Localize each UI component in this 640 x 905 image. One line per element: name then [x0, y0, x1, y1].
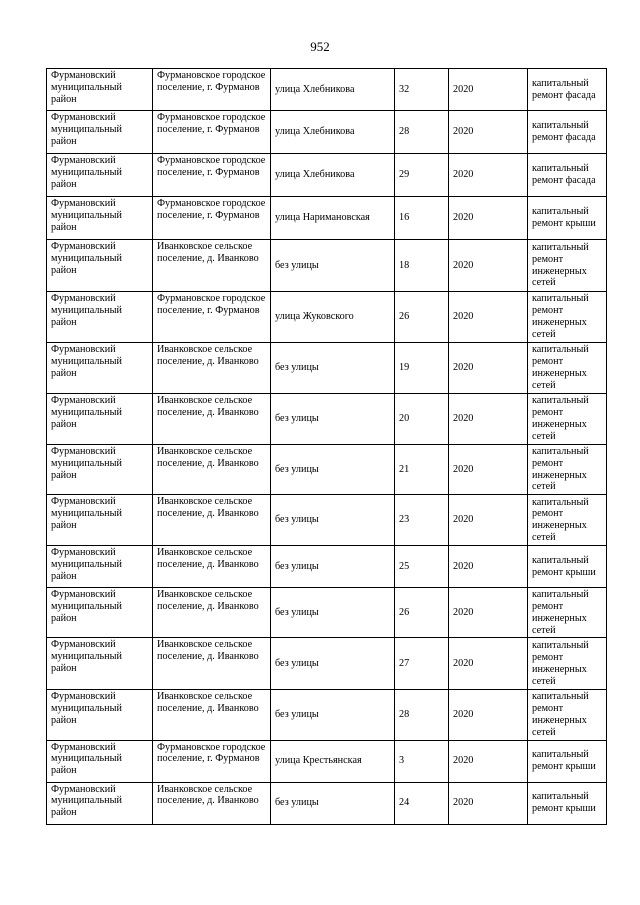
- house-number-cell: 24: [395, 782, 449, 824]
- street-cell: без улицы: [271, 445, 395, 495]
- table-row: [47, 495, 607, 546]
- year-cell: 2020: [449, 154, 528, 197]
- house-number-cell: 23: [395, 495, 449, 546]
- house-number-cell: 29: [395, 154, 449, 197]
- district-cell: Фурмановский муниципальный район: [47, 546, 153, 588]
- work-type-cell: капитальный ремонт крыши: [528, 197, 607, 240]
- street-cell: улица Жуковского: [271, 292, 395, 343]
- year-cell: 2020: [449, 782, 528, 824]
- year-cell: 2020: [449, 495, 528, 546]
- street-cell: без улицы: [271, 638, 395, 690]
- work-type-cell: капитальный ремонт инженерных сетей: [528, 445, 607, 495]
- work-type-cell: капитальный ремонт инженерных сетей: [528, 394, 607, 445]
- work-type-cell: капитальный ремонт инженерных сетей: [528, 292, 607, 343]
- work-type-cell: капитальный ремонт фасада: [528, 154, 607, 197]
- settlement-cell: Иванковское сельское поселение, д. Иванково: [153, 445, 271, 495]
- district-cell: Фурмановский муниципальный район: [47, 292, 153, 343]
- year-cell: 2020: [449, 445, 528, 495]
- table-row: [47, 154, 607, 197]
- table-row: [47, 740, 607, 782]
- settlement-cell: Фурмановское городское поселение, г. Фурманов: [153, 111, 271, 154]
- work-type-cell: капитальный ремонт инженерных сетей: [528, 240, 607, 292]
- register-table: [46, 68, 607, 825]
- street-cell: улица Хлебникова: [271, 69, 395, 111]
- settlement-cell: Иванковское сельское поселение, д. Иванково: [153, 588, 271, 638]
- district-cell: Фурмановский муниципальный район: [47, 740, 153, 782]
- house-number-cell: 26: [395, 588, 449, 638]
- year-cell: 2020: [449, 197, 528, 240]
- street-cell: улица Хлебникова: [271, 111, 395, 154]
- page-number: 952: [310, 39, 330, 54]
- settlement-cell: Фурмановское городское поселение, г. Фурманов: [153, 154, 271, 197]
- settlement-cell: Иванковское сельское поселение, д. Иванково: [153, 782, 271, 824]
- year-cell: 2020: [449, 740, 528, 782]
- house-number-cell: 20: [395, 394, 449, 445]
- work-type-cell: капитальный ремонт фасада: [528, 69, 607, 111]
- district-cell: Фурмановский муниципальный район: [47, 690, 153, 740]
- table-row: [47, 546, 607, 588]
- district-cell: Фурмановский муниципальный район: [47, 638, 153, 690]
- house-number-cell: 18: [395, 240, 449, 292]
- street-cell: улица Наримановская: [271, 197, 395, 240]
- work-type-cell: капитальный ремонт инженерных сетей: [528, 690, 607, 740]
- table-row: [47, 445, 607, 495]
- year-cell: 2020: [449, 69, 528, 111]
- street-cell: без улицы: [271, 546, 395, 588]
- table-row: [47, 638, 607, 690]
- settlement-cell: Иванковское сельское поселение, д. Иванково: [153, 690, 271, 740]
- table-row: [47, 343, 607, 394]
- district-cell: Фурмановский муниципальный район: [47, 69, 153, 111]
- district-cell: Фурмановский муниципальный район: [47, 445, 153, 495]
- street-cell: улица Хлебникова: [271, 154, 395, 197]
- district-cell: Фурмановский муниципальный район: [47, 154, 153, 197]
- house-number-cell: 3: [395, 740, 449, 782]
- settlement-cell: Иванковское сельское поселение, д. Иванково: [153, 394, 271, 445]
- table-row: [47, 197, 607, 240]
- work-type-cell: капитальный ремонт инженерных сетей: [528, 495, 607, 546]
- table-row: [47, 690, 607, 740]
- house-number-cell: 16: [395, 197, 449, 240]
- year-cell: 2020: [449, 638, 528, 690]
- house-number-cell: 28: [395, 690, 449, 740]
- year-cell: 2020: [449, 588, 528, 638]
- settlement-cell: Иванковское сельское поселение, д. Иванково: [153, 546, 271, 588]
- year-cell: 2020: [449, 240, 528, 292]
- house-number-cell: 19: [395, 343, 449, 394]
- settlement-cell: Иванковское сельское поселение, д. Иванково: [153, 638, 271, 690]
- work-type-cell: капитальный ремонт инженерных сетей: [528, 588, 607, 638]
- settlement-cell: Иванковское сельское поселение, д. Иванково: [153, 495, 271, 546]
- table-row: [47, 782, 607, 824]
- district-cell: Фурмановский муниципальный район: [47, 197, 153, 240]
- street-cell: без улицы: [271, 343, 395, 394]
- house-number-cell: 27: [395, 638, 449, 690]
- district-cell: Фурмановский муниципальный район: [47, 495, 153, 546]
- street-cell: без улицы: [271, 394, 395, 445]
- settlement-cell: Фурмановское городское поселение, г. Фурманов: [153, 292, 271, 343]
- work-type-cell: капитальный ремонт крыши: [528, 782, 607, 824]
- settlement-cell: Фурмановское городское поселение, г. Фурманов: [153, 740, 271, 782]
- house-number-cell: 21: [395, 445, 449, 495]
- settlement-cell: Иванковское сельское поселение, д. Иванково: [153, 240, 271, 292]
- house-number-cell: 28: [395, 111, 449, 154]
- settlement-cell: Фурмановское городское поселение, г. Фурманов: [153, 197, 271, 240]
- street-cell: без улицы: [271, 690, 395, 740]
- street-cell: без улицы: [271, 588, 395, 638]
- year-cell: 2020: [449, 343, 528, 394]
- district-cell: Фурмановский муниципальный район: [47, 782, 153, 824]
- year-cell: 2020: [449, 292, 528, 343]
- house-number-cell: 26: [395, 292, 449, 343]
- street-cell: без улицы: [271, 240, 395, 292]
- table-row: [47, 240, 607, 292]
- year-cell: 2020: [449, 111, 528, 154]
- register-table-body: [47, 69, 607, 825]
- district-cell: Фурмановский муниципальный район: [47, 394, 153, 445]
- work-type-cell: капитальный ремонт фасада: [528, 111, 607, 154]
- street-cell: улица Крестьянская: [271, 740, 395, 782]
- year-cell: 2020: [449, 546, 528, 588]
- district-cell: Фурмановский муниципальный район: [47, 588, 153, 638]
- year-cell: 2020: [449, 394, 528, 445]
- settlement-cell: Иванковское сельское поселение, д. Иванково: [153, 343, 271, 394]
- house-number-cell: 32: [395, 69, 449, 111]
- district-cell: Фурмановский муниципальный район: [47, 240, 153, 292]
- work-type-cell: капитальный ремонт инженерных сетей: [528, 343, 607, 394]
- table-row: [47, 111, 607, 154]
- house-number-cell: 25: [395, 546, 449, 588]
- settlement-cell: Фурмановское городское поселение, г. Фурманов: [153, 69, 271, 111]
- table-row: [47, 69, 607, 111]
- work-type-cell: капитальный ремонт крыши: [528, 740, 607, 782]
- street-cell: без улицы: [271, 495, 395, 546]
- work-type-cell: капитальный ремонт крыши: [528, 546, 607, 588]
- district-cell: Фурмановский муниципальный район: [47, 111, 153, 154]
- table-row: [47, 394, 607, 445]
- table-row: [47, 588, 607, 638]
- work-type-cell: капитальный ремонт инженерных сетей: [528, 638, 607, 690]
- district-cell: Фурмановский муниципальный район: [47, 343, 153, 394]
- table-row: [47, 292, 607, 343]
- street-cell: без улицы: [271, 782, 395, 824]
- year-cell: 2020: [449, 690, 528, 740]
